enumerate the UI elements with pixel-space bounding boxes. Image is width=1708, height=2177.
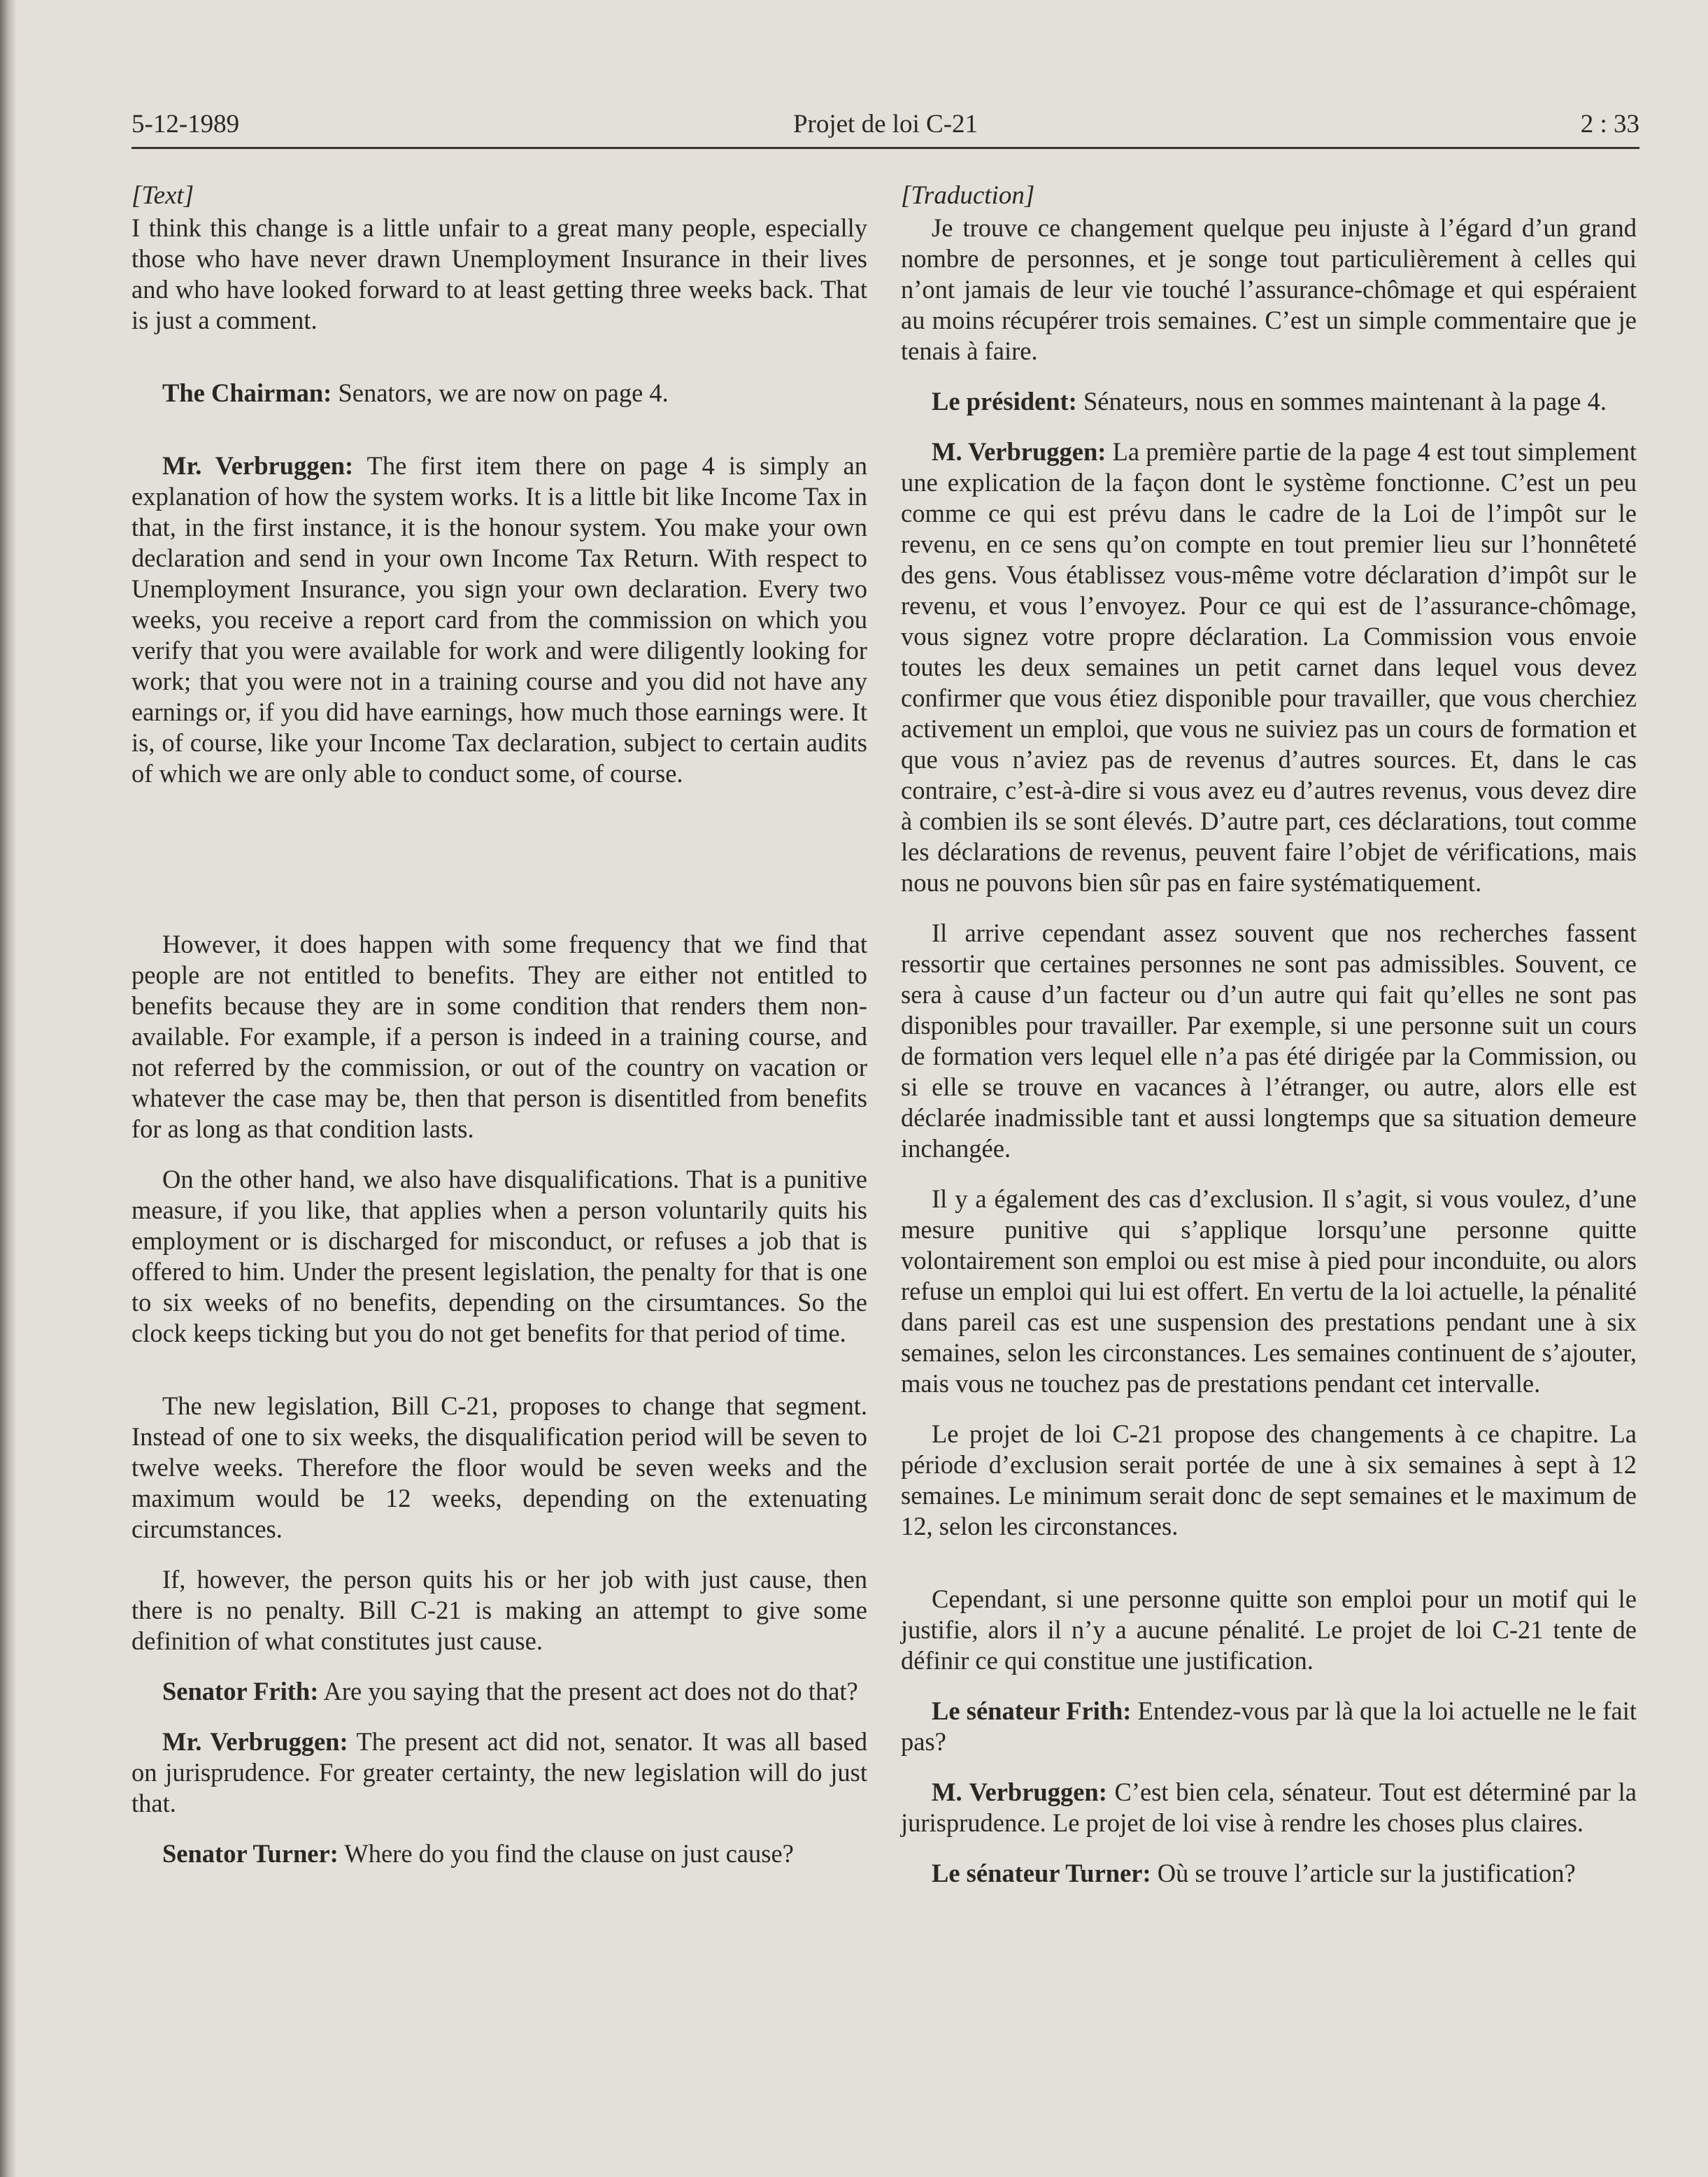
page-binding-shadow: [0, 0, 17, 2177]
english-paragraph: [131, 1838, 867, 1869]
paragraph-text: The present act did not, senator. It was all based on jurisprudence. For greater certainty, the new legislation will do just that.: [131, 1727, 867, 1817]
paragraph-text: Sénateurs, nous en sommes maintenant à la page 4.: [1076, 387, 1607, 416]
paragraph-text: Senators, we are now on page 4.: [332, 378, 669, 407]
header-page-number: 2 : 33: [1580, 110, 1639, 139]
speaker-name: Senator Turner:: [162, 1839, 339, 1868]
paragraph-text: I think this change is a little unfair to a great many people, especially those who have never drawn Unemployment Insurance in their lives and who have looked forward to at least getting three weeks back. That is just a comment.: [131, 213, 867, 334]
paragraph-text: Are you saying that the present act does not do that?: [318, 1677, 858, 1706]
paragraph-text: The first item there on page 4 is simply an explanation of how the system works. It is a little bit like Income Tax in that, in the first instance, it is the honour system. You make your own declaration and send in your own Income Tax Return. With respect to Unemployment Insurance, you sign your own declaration. Every two weeks, you receive a report card from the commission on which you verify that you were available for work and were diligently looking for work; that you were not in a training course and you did not have any earnings or, if you did have earnings, how much those earnings were. It is, of course, like your Income Tax declaration, subject to certain audits of which we are only able to conduct some, of course.: [131, 451, 867, 788]
english-paragraph: [131, 1564, 867, 1657]
speaker-name: M. Verbruggen:: [932, 437, 1106, 466]
paragraph-text: Il y a également des cas d’exclusion. Il s’agit, si vous voulez, d’une mesure punitive qui s’applique lorsqu’une personne quitte volontairement son emploi ou est mise à pied pour inconduite, ou alors refuse un emploi qui lui est offert. En vertu de la loi actuelle, la pénalité dans pareil cas est une suspension des prestations pendant une à six semaines, selon les circonstances. Les semaines continuent de s’ajouter, mais vous ne touchez pas de prestations pendant cet intervalle.: [901, 1184, 1637, 1398]
french-label: [Traduction]: [901, 181, 1035, 210]
running-head: [131, 105, 1639, 147]
speaker-name: Mr. Verbruggen:: [162, 1727, 348, 1756]
french-paragraph: [901, 1584, 1637, 1676]
paragraph-text: La première partie de la page 4 est tout simplement une explication de la façon dont le système fonctionne. C’est un peu comme ce qui est prévu dans le cadre de la Loi de l’impôt sur le revenu, en ce sens qu’on compte en tout premier lieu sur l’honnêteté des gens. Vous établissez vous-même votre déclaration d’impôt sur le revenu, et vous l’envoyez. Pour ce qui est de l’assurance-chômage, vous signez votre propre déclaration. La Commission vous envoie toutes les deux semaines un petit carnet dans lequel vous devez confirmer que vous étiez disponible pour travailler, que vous cherchiez activement un emploi, que vous ne suiviez pas un cours de formation et que vous n’aviez pas de revenus d’autres sources. Et, dans le cas contraire, c’est-à-dire si vous avez eu d’autres revenus, vous devez dire à combien ils se sont élevés. D’autre part, ces déclarations, tout comme les déclarations de revenus, peuvent faire l’objet de vérifications, mais nous ne pouvons bien sûr pas en faire systématiquement.: [901, 437, 1637, 897]
header-title: Projet de loi C-21: [792, 110, 978, 139]
french-paragraph: [901, 1184, 1637, 1399]
english-paragraph: [131, 1391, 867, 1545]
header-date: 5-12-1989: [131, 110, 240, 139]
paragraph-text: The new legislation, Bill C-21, proposes to change that segment. Instead of one to six weeks, the disqualification period will be seven to twelve weeks. Therefore the floor would be seven weeks and the maximum would be 12 weeks, depending on the extenuating circumstances.: [131, 1391, 867, 1543]
english-paragraph: [131, 1726, 867, 1819]
english-paragraph: [131, 929, 867, 1144]
english-paragraph: [131, 1676, 867, 1707]
speaker-name: Senator Frith:: [162, 1677, 319, 1706]
speaker-name: Le président:: [932, 387, 1077, 416]
speaker-name: The Chairman:: [162, 378, 332, 407]
speaker-name: Mr. Verbruggen:: [162, 451, 354, 480]
paragraph-text: Je trouve ce changement quelque peu injuste à l’égard d’un grand nombre de personnes, et je songe tout particulièrement à celles qui n’ont jamais de leur vie touché l’assurance-chômage et qui espéraient au moins récupérer trois semaines. C’est un simple commentaire que je tenais à faire.: [901, 213, 1637, 365]
speaker-name: Le sénateur Turner:: [932, 1859, 1151, 1887]
speaker-name: M. Verbruggen:: [932, 1778, 1107, 1806]
french-paragraph: [901, 437, 1637, 898]
paragraph-text: Cependant, si une personne quitte son emploi pour un motif qui le justifie, alors il n’y a aucune pénalité. Le projet de loi C-21 tente de définir ce qui constitue une justification.: [901, 1584, 1637, 1675]
paragraph-text: If, however, the person quits his or her job with just cause, then there is no penalty. Bill C-21 is making an attempt to give some definition of what constitutes just cause.: [131, 1565, 867, 1655]
english-paragraph: [131, 213, 867, 336]
paragraph-text: Il arrive cependant assez souvent que nos recherches fassent ressortir que certaines personnes ne sont pas admissibles. Souvent, ce sera à cause d’un facteur ou d’un autre qui fait qu’elles ne sont pas disponibles pour travailler. Par exemple, si une personne suit un cours de formation vers lequel elle n’a pas été dirigée par la Commission, ou si elle se trouve en vacances à l’étranger, ou autre, alors elle est déclarée inadmissible tant et aussi longtemps que sa situation demeure inchangée.: [901, 919, 1637, 1163]
paragraph-text: Where do you find the clause on just cause?: [338, 1839, 794, 1868]
french-paragraph: [901, 386, 1637, 417]
french-paragraph: [901, 1696, 1637, 1757]
paragraph-text: On the other hand, we also have disqualifications. That is a punitive measure, if you like, that applies when a person voluntarily quits his employment or is discharged for misconduct, or refuses a job that is offered to him. Under the present legislation, the penalty for that is one to six weeks of no benefits, depending on the cirsumtances. So the clock keeps ticking but you do not get benefits for that period of time.: [131, 1165, 867, 1347]
french-paragraph: [901, 1419, 1637, 1542]
paragraph-text: Où se trouve l’article sur la justification?: [1151, 1859, 1576, 1887]
english-label: [Text]: [131, 181, 194, 210]
french-column: [901, 180, 1637, 1889]
speaker-name: Le sénateur Frith:: [932, 1696, 1132, 1725]
header-rule: [131, 147, 1639, 149]
paragraph-text: C’est bien cela, sénateur. Tout est déterminé par la jurisprudence. Le projet de loi vise à rendre les choses plus claires.: [901, 1778, 1637, 1837]
paragraph-text: Le projet de loi C-21 propose des changements à ce chapitre. La période d’exclusion serait portée de une à six semaines à sept à 12 semaines. Le minimum serait donc de sept semaines et le maximum de 12, selon les circonstances.: [901, 1419, 1637, 1540]
english-paragraph: [131, 378, 867, 409]
english-column: [131, 180, 867, 1869]
french-paragraph: [901, 1858, 1637, 1889]
french-paragraph: [901, 1777, 1637, 1838]
french-paragraph: [901, 213, 1637, 367]
paragraph-text: Entendez-vous par là que la loi actuelle ne le fait pas?: [901, 1696, 1637, 1756]
french-paragraph: [901, 918, 1637, 1164]
english-paragraph: [131, 1164, 867, 1349]
english-paragraph: [131, 451, 867, 789]
paragraph-text: However, it does happen with some frequency that we find that people are not entitled to benefits. They are either not entitled to benefits because they are in some condition that renders them non-available. For example, if a person is indeed in a training course, and not referred by the commission, or out of the country on vacation or whatever the case may be, then that person is disentitled from benefits for as long as that condition lasts.: [131, 930, 867, 1143]
